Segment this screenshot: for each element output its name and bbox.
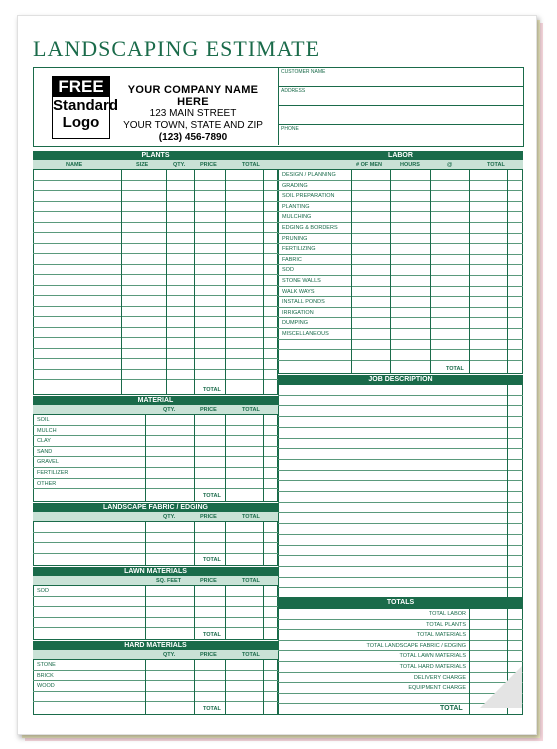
plants-row-line [33,180,278,181]
form-title: LANDSCAPING ESTIMATE [33,36,321,61]
address-label: ADDRESS [281,88,306,94]
job-col-line [507,384,508,598]
job-row-line [278,502,523,503]
labor-row-line [278,317,523,318]
totals-item-label: TOTAL LANDSCAPE FABRIC / EDGING [366,642,466,649]
address-field-line2[interactable] [279,105,524,125]
lawn-row-line [33,627,278,628]
labor-row-line [278,360,523,361]
plants-col-line [166,169,167,395]
lawn-col-line [225,585,226,640]
company-phone: (123) 456-7890 [158,132,228,143]
lawn-header-bar: LAWN MATERIALS [33,567,278,576]
plants-row-line [33,253,278,254]
plants-col-price: PRICE [200,162,217,168]
labor-row-line [278,339,523,340]
totals-row-line [278,619,523,620]
fabric-table[interactable] [33,521,278,566]
material-col-price: PRICE [200,407,217,413]
labor-col-hours: HOURS [400,162,420,168]
grand-total-label: TOTAL [440,705,463,712]
material-col-total: TOTAL [242,407,260,413]
job-row-line [278,416,523,417]
labor-header-bar: LABOR [278,151,523,160]
page-curl [480,666,522,708]
job-row-line [278,534,523,535]
plants-row-line [33,348,278,349]
labor-item-label: SOIL PREPARATION [282,193,335,200]
labor-item-label: MULCHING [282,214,312,221]
labor-item-label: WALK WAYS [282,288,315,295]
labor-col-line [507,169,508,374]
labor-total-label: TOTAL [446,366,464,372]
material-row-line [33,446,278,447]
lawn-col-price: PRICE [200,578,217,584]
labor-col-at: @ [447,162,453,168]
phone-field[interactable] [279,124,524,144]
plants-row-line [33,190,278,191]
labor-row-line [278,180,523,181]
plants-row-line [33,222,278,223]
labor-item-label: EDGING & BORDERS [282,225,338,231]
plants-table[interactable] [33,169,278,395]
job-row-line [278,523,523,524]
job-row-line [278,577,523,578]
labor-row-line [278,296,523,297]
lawn-row-line [33,606,278,607]
plants-col-line [121,169,122,395]
hard-total-label: TOTAL [203,706,221,712]
company-name: YOUR COMPANY NAME HERE [127,84,259,108]
material-row-line [33,488,278,489]
plants-row-line [33,211,278,212]
plants-row-line [33,358,278,359]
customer-name-label: CUSTOMER NAME [281,69,326,75]
logo-line2: Logo [62,114,100,131]
plants-row-line [33,327,278,328]
company-city: YOUR TOWN, STATE AND ZIP [123,120,263,131]
hard-item-label: STONE [37,662,56,668]
lawn-total-label: TOTAL [203,632,221,638]
totals-row-line [278,661,523,662]
labor-item-label: DESIGN / PLANNING [282,172,336,178]
labor-item-label: SOD [282,267,294,274]
hard-col-qty: QTY. [163,652,176,658]
labor-row-line [278,243,523,244]
lawn-col-line [145,585,146,640]
material-item-label: GRAVEL [37,459,59,466]
fabric-col-total: TOTAL [242,514,260,520]
labor-col-line [351,169,352,374]
labor-item-label: INSTALL PONDS [282,299,325,306]
job-description-header-bar: JOB DESCRIPTION [278,375,523,384]
phone-label: PHONE [281,126,299,132]
customer-name-field[interactable] [279,67,524,87]
job-row-line [278,448,523,449]
lawn-row-line [33,596,278,597]
lawn-col-line [194,585,195,640]
fabric-col-line [263,521,264,566]
labor-row-line [278,254,523,255]
job-row-line [278,427,523,428]
material-item-label: MULCH [37,427,57,434]
hard-item-label: WOOD [37,683,55,690]
totals-header-bar: TOTALS [278,598,523,608]
job-row-line [278,491,523,492]
labor-row-line [278,349,523,350]
job-row-line [278,545,523,546]
job-row-line [278,395,523,396]
material-col-qty: QTY. [163,407,176,413]
labor-item-label: GRADING [282,182,308,189]
material-col-line [263,414,264,502]
job-row-line [278,459,523,460]
job-row-line [278,480,523,481]
fabric-col-line [194,521,195,566]
labor-col-line [390,169,391,374]
totals-row-line [278,650,523,651]
labor-item-label: STONE WALLS [282,278,321,284]
material-row-line [33,435,278,436]
material-row-line [33,467,278,468]
labor-item-label: DUMPING [282,320,308,327]
labor-col-line [430,169,431,374]
hard-header-bar: HARD MATERIALS [33,641,278,650]
totals-item-label: DELIVERY CHARGE [413,674,466,681]
customer-info [278,67,524,145]
labor-row-line [278,328,523,329]
fabric-row-line [33,532,278,533]
lawn-col-total: TOTAL [242,578,260,584]
plants-col-line [194,169,195,395]
totals-item-label: TOTAL MATERIALS [416,632,466,639]
hard-item-label: BRICK [37,672,54,679]
plants-row-line [33,369,278,370]
plants-row-line [33,337,278,338]
address-field[interactable] [279,86,524,106]
plants-row-line [33,285,278,286]
labor-item-label: IRRIGATION [282,309,314,316]
hard-row-line [33,670,278,671]
lawn-col-sqft: SQ. FEET [156,578,182,584]
job-row-line [278,555,523,556]
material-col-line [225,414,226,502]
material-col-line [145,414,146,502]
material-header-bar: MATERIAL [33,396,278,405]
job-row-line [278,438,523,439]
plants-col-name: NAME [66,162,83,168]
hard-row-line [33,701,278,702]
job-row-line [278,512,523,513]
job-row-line [278,587,523,588]
plants-row-line [33,316,278,317]
labor-row-line [278,190,523,191]
material-item-label: SAND [37,448,53,455]
hard-col-price: PRICE [200,652,217,658]
labor-row-line [278,211,523,212]
fabric-header-bar: LANDSCAPE FABRIC / EDGING [33,503,278,512]
totals-row-line [278,629,523,630]
job-row-line [278,470,523,471]
totals-row-line [278,640,523,641]
labor-item-label: PLANTING [282,203,310,210]
labor-item-label: MISCELLANEOUS [282,331,329,337]
labor-item-label: FERTILIZING [282,246,316,253]
plants-row-line [33,232,278,233]
material-row-line [33,478,278,479]
labor-row-line [278,307,523,308]
material-col-line [194,414,195,502]
totals-item-label: TOTAL LAWN MATERIALS [399,653,466,660]
material-total-label: TOTAL [203,493,221,499]
labor-row-line [278,222,523,223]
plants-row-line [33,243,278,244]
material-item-label: SOIL [37,417,50,423]
labor-table[interactable] [278,169,523,374]
plants-col-size: SIZE [136,162,149,168]
labor-col-line [469,169,470,374]
material-row-line [33,425,278,426]
plants-row-line [33,379,278,380]
plants-row-line [33,274,278,275]
lawn-row-line [33,617,278,618]
hard-table[interactable] [33,659,278,715]
fabric-row-line [33,553,278,554]
lawn-table[interactable] [33,585,278,640]
material-item-label: CLAY [37,438,51,445]
plants-row-line [33,295,278,296]
company-logo [52,76,119,139]
plants-total-label: TOTAL [203,387,221,393]
plants-row-line [33,201,278,202]
plants-col-line [263,169,264,395]
material-row-line [33,456,278,457]
company-street: 123 MAIN STREET [149,108,237,119]
logo-free-text: FREE [53,77,109,97]
plants-col-line [225,169,226,395]
labor-col-men: # OF MEN [356,162,382,168]
totals-item-label: TOTAL HARD MATERIALS [399,664,466,670]
labor-row-line [278,286,523,287]
plants-col-qty: QTY. [173,162,186,168]
hard-col-line [263,659,264,715]
plants-col-total: TOTAL [242,162,260,168]
labor-item-label: FABRIC [282,256,302,263]
labor-row-line [278,275,523,276]
fabric-col-line [225,521,226,566]
hard-col-total: TOTAL [242,652,260,658]
logo-line1: Standard [53,97,119,114]
fabric-col-qty: QTY. [163,514,176,520]
plants-row-line [33,306,278,307]
hard-row-line [33,680,278,681]
labor-row-line [278,233,523,234]
hard-col-line [145,659,146,715]
totals-item-label: TOTAL LABOR [428,611,466,617]
fabric-col-price: PRICE [200,514,217,520]
fabric-row-line [33,542,278,543]
hard-row-line [33,691,278,692]
hard-col-line [194,659,195,715]
fabric-total-label: TOTAL [203,557,221,563]
material-item-label: FERTILIZER [37,470,69,476]
totals-item-label: EQUIPMENT CHARGE [408,685,466,692]
company-info [112,84,274,144]
totals-item-label: TOTAL PLANTS [426,621,466,628]
labor-item-label: PRUNING [282,235,308,242]
material-item-label: OTHER [37,480,57,487]
plants-row-line [33,264,278,265]
hard-col-line [225,659,226,715]
job-row-line [278,405,523,406]
lawn-col-line [263,585,264,640]
fabric-col-line [145,521,146,566]
labor-col-total: TOTAL [487,162,505,168]
labor-row-line [278,201,523,202]
totals-col-line [469,608,470,715]
lawn-item-label: SOD [37,588,49,594]
plants-header-bar: PLANTS [33,151,278,160]
labor-row-line [278,264,523,265]
job-row-line [278,566,523,567]
